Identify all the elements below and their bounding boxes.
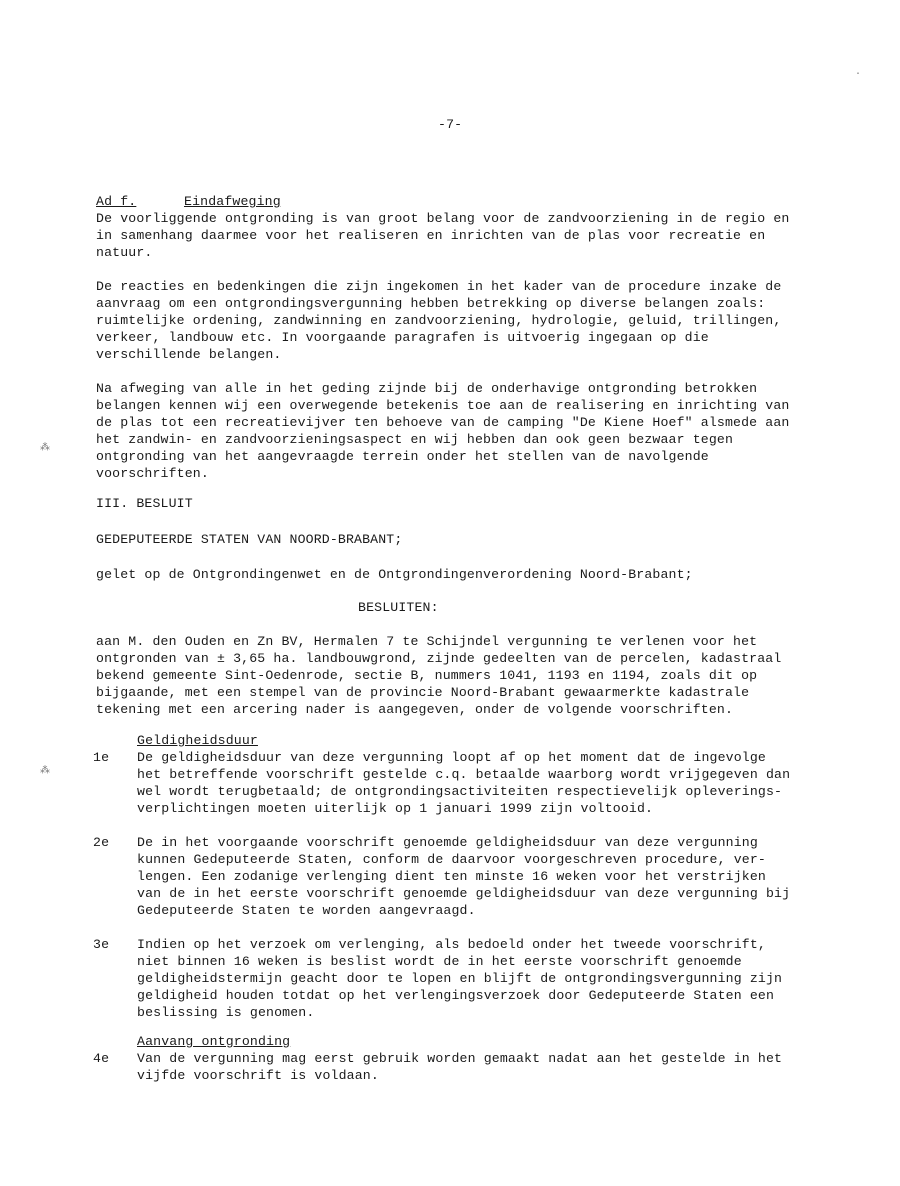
aanvang-heading: Aanvang ontgronding (137, 1034, 291, 1049)
legal-basis: gelet op de Ontgrondingenwet en de Ontgrondingenverordening Noord-Brabant; (96, 567, 693, 582)
text-line: belangen kennen wij een overwegende betekenis toe aan de realisering en inrichting van (96, 398, 790, 413)
text-line: Na afweging van alle in het geding zijnde bij de onderhavige ontgronding betrokken (96, 381, 758, 396)
text-line: Van de vergunning mag eerst gebruik worden gemaakt nadat aan het gestelde in het (137, 1051, 783, 1066)
text-line: de plas tot een recreatievijver ten behoeve van de camping "De Kiene Hoef" alsmede aan (96, 415, 790, 430)
text-line: niet binnen 16 weken is beslist wordt de in het eerste voorschrift genoemde (137, 954, 742, 969)
section-title: Eindafweging (184, 194, 281, 209)
geldigheidsduur-heading: Geldigheidsduur (137, 733, 258, 748)
text-line: in samenhang daarmee voor het realiseren en inrichten van de plas voor recreatie en (96, 228, 766, 243)
text-line: verplichtingen moeten uiterlijk op 1 januari 1999 zijn voltooid. (137, 801, 654, 816)
text-line: wel wordt terugbetaald; de ontgrondingsactiviteiten respectievelijk opleverings- (137, 784, 783, 799)
text-line: geldigheidstermijn geacht door te lopen en blijft de ontgrondingsvergunning zijn (137, 971, 783, 986)
text-line: lengen. Een zodanige verlenging dient ten minste 16 weken voor het verstrijken (137, 869, 766, 884)
text-line: Indien op het verzoek om verlenging, als bedoeld onder het tweede voorschrift, (137, 937, 766, 952)
text-line: natuur. (96, 245, 153, 260)
text-line: aanvraag om een ontgrondingsvergunning hebben betrekking op diverse belangen zoals: (96, 296, 766, 311)
text-line: het betreffende voorschrift gestelde c.q. betaalde waarborg wordt vrijgegeven dan (137, 767, 791, 782)
item-number: 2e (93, 835, 110, 850)
text-line: beslissing is genomen. (137, 1005, 315, 1020)
text-line: van de in het eerste voorschrift genoemde geldigheidsduur van deze vergunning bij (137, 886, 791, 901)
authority: GEDEPUTEERDE STATEN VAN NOORD-BRABANT; (96, 532, 403, 547)
text-line: kunnen Gedeputeerde Staten, conform de daarvoor voorgeschreven procedure, ver- (137, 852, 766, 867)
text-line: verkeer, landbouw etc. In voorgaande paragrafen is uitvoerig ingegaan op die (96, 330, 709, 345)
section-label: Ad f. (96, 194, 137, 209)
text-line: vijfde voorschrift is voldaan. (137, 1068, 379, 1083)
text-line: De voorliggende ontgronding is van groot belang voor de zandvoorziening in de regio en (96, 211, 790, 226)
decision-heading: BESLUITEN: (358, 600, 439, 615)
text-line: geldigheid houden totdat op het verlengingsverzoek door Gedeputeerde Staten een (137, 988, 775, 1003)
text-line: ontgronding van het aangevraagde terrein onder het stellen van de navolgende (96, 449, 709, 464)
text-line: aan M. den Ouden en Zn BV, Hermalen 7 te Schijndel vergunning te verlenen voor het (96, 634, 758, 649)
text-line: verschillende belangen. (96, 347, 282, 362)
scan-speck: ⁂ (40, 766, 51, 777)
text-line: tekening met een arcering nader is aangegeven, onder de volgende voorschriften. (96, 702, 734, 717)
text-line: De in het voorgaande voorschrift genoemde geldigheidsduur van deze vergunning (137, 835, 758, 850)
text-line: Gedeputeerde Staten te worden aangevraagd. (137, 903, 476, 918)
text-line: het zandwin- en zandvoorzieningsaspect en wij hebben dan ook geen bezwaar tegen (96, 432, 734, 447)
text-line: ontgronden van ± 3,65 ha. landbouwgrond, zijnde gedeelten van de percelen, kadastraal (96, 651, 782, 666)
text-line: De geldigheidsduur van deze vergunning loopt af op het moment dat de ingevolge (137, 750, 766, 765)
item-number: 3e (93, 937, 110, 952)
scan-speck: ⁂ (40, 443, 51, 454)
item-number: 1e (93, 750, 110, 765)
scan-speck: · (855, 69, 862, 80)
text-line: ruimtelijke ordening, zandwinning en zandvoorziening, hydrologie, geluid, trillingen, (96, 313, 782, 328)
text-line: voorschriften. (96, 466, 209, 481)
text-line: bekend gemeente Sint-Oedenrode, sectie B, nummers 1041, 1193 en 1194, zoals dit op (96, 668, 758, 683)
item-number: 4e (93, 1051, 110, 1066)
text-line: bijgaande, met een stempel van de provincie Noord-Brabant gewaarmerkte kadastrale (96, 685, 750, 700)
besluit-heading: III. BESLUIT (96, 496, 193, 511)
text-line: De reacties en bedenkingen die zijn ingekomen in het kader van de procedure inzake de (96, 279, 782, 294)
page-number: -7- (438, 117, 463, 132)
